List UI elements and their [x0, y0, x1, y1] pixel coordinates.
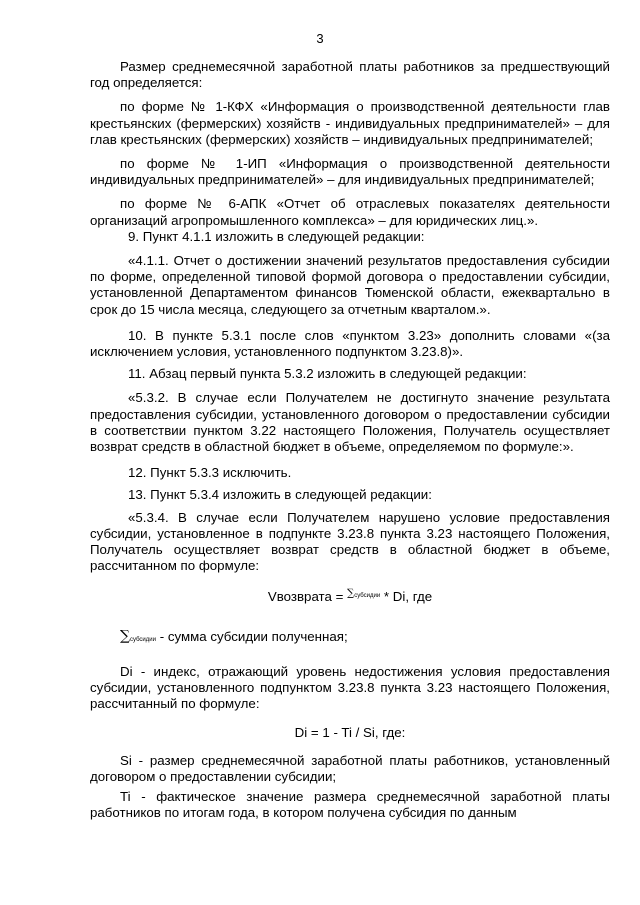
paragraph: «5.3.2. В случае если Получателем не достигнуто значение результата предоставления субсидии, установленного договором о предоставлении субсидии в соответствии пунктом 3.22 настоящего Положения, Получатель осуществляет возврат средств в областной бюджет в объеме, определяемом по формуле:».	[90, 390, 610, 455]
paragraph: Si - размер среднемесячной заработной платы работников, установленный договором о предоставлении субсидии;	[90, 752, 610, 784]
paragraph: по форме № 1-ИП «Информация о производственной деятельности индивидуальных предпринимателей» – для индивидуальных предпринимателей;	[90, 156, 610, 188]
formula-subscript: субсидии	[354, 593, 381, 600]
sum-definition-text: - сумма субсидии полученная;	[159, 628, 348, 644]
paragraph: по форме № 6-АПК «Отчет об отраслевых показателях деятельности организаций агропромышленного комплекса» – для юридических лиц.».	[90, 196, 610, 228]
formula-v-return	[90, 586, 610, 605]
paragraph: Di - индекс, отражающий уровень недостижения условия предоставления субсидии, установленного подпунктом 3.23.8 пункта 3.23 настоящего Положения, рассчитанный по формуле:	[90, 663, 610, 712]
paragraph: «4.1.1. Отчет о достижении значений результатов предоставления субсидии по форме, определенной типовой формой договора о предоставлении субсидии, установленной Департаментом финансов Тюменской области, ежеквартально в срок до 15 числа месяца, следующего за отчетным кварталом.».	[90, 253, 610, 317]
formula-rhs: * Di, где	[383, 589, 433, 605]
paragraph: Ti - фактическое значение размера среднемесячной заработной платы работников по итогам года, в котором получена субсидия по данным	[90, 789, 610, 821]
paragraph: 12. Пункт 5.3.3 исключить.	[128, 465, 292, 481]
sum-symbol: ∑	[347, 588, 355, 600]
sum-definition	[120, 628, 610, 648]
paragraph: 9. Пункт 4.1.1 изложить в следующей редакции:	[128, 228, 425, 244]
paragraph: 11. Абзац первый пункта 5.3.2 изложить в следующей редакции:	[128, 366, 527, 382]
formula-lhs: Vвозврата =	[267, 589, 344, 605]
sum-symbol: ∑	[120, 627, 130, 644]
paragraph: 10. В пункте 5.3.1 после слов «пунктом 3.23» дополнить словами «(за исключением условия, установленного подпунктом 3.23.8)».	[90, 327, 610, 360]
document-body	[90, 59, 610, 822]
formula-di: Di = 1 - Ti / Si, где:	[294, 724, 406, 740]
paragraph: по форме № 1-КФХ «Информация о производственной деятельности глав крестьянских (фермерских) хозяйств - индивидуальных предпринимателей» – для глав крестьянских (фермерских) хозяйств – индивидуальных предпринимателей;	[90, 99, 610, 147]
paragraph: «5.3.4. В случае если Получателем нарушено условие предоставления субсидии, установленное в подпункте 3.23.8 пункта 3.23 настоящего Положения, Получатель осуществляет возврат средств в областной бюджет в объеме, рассчитанном по формуле:	[90, 509, 610, 574]
sum-subscript: субсидии	[130, 636, 156, 643]
paragraph: Размер среднемесячной заработной платы работников за предшествующий год определяется:	[90, 59, 610, 91]
paragraph: 13. Пункт 5.3.4 изложить в следующей редакции:	[128, 487, 432, 503]
page-number: 3	[316, 31, 324, 46]
